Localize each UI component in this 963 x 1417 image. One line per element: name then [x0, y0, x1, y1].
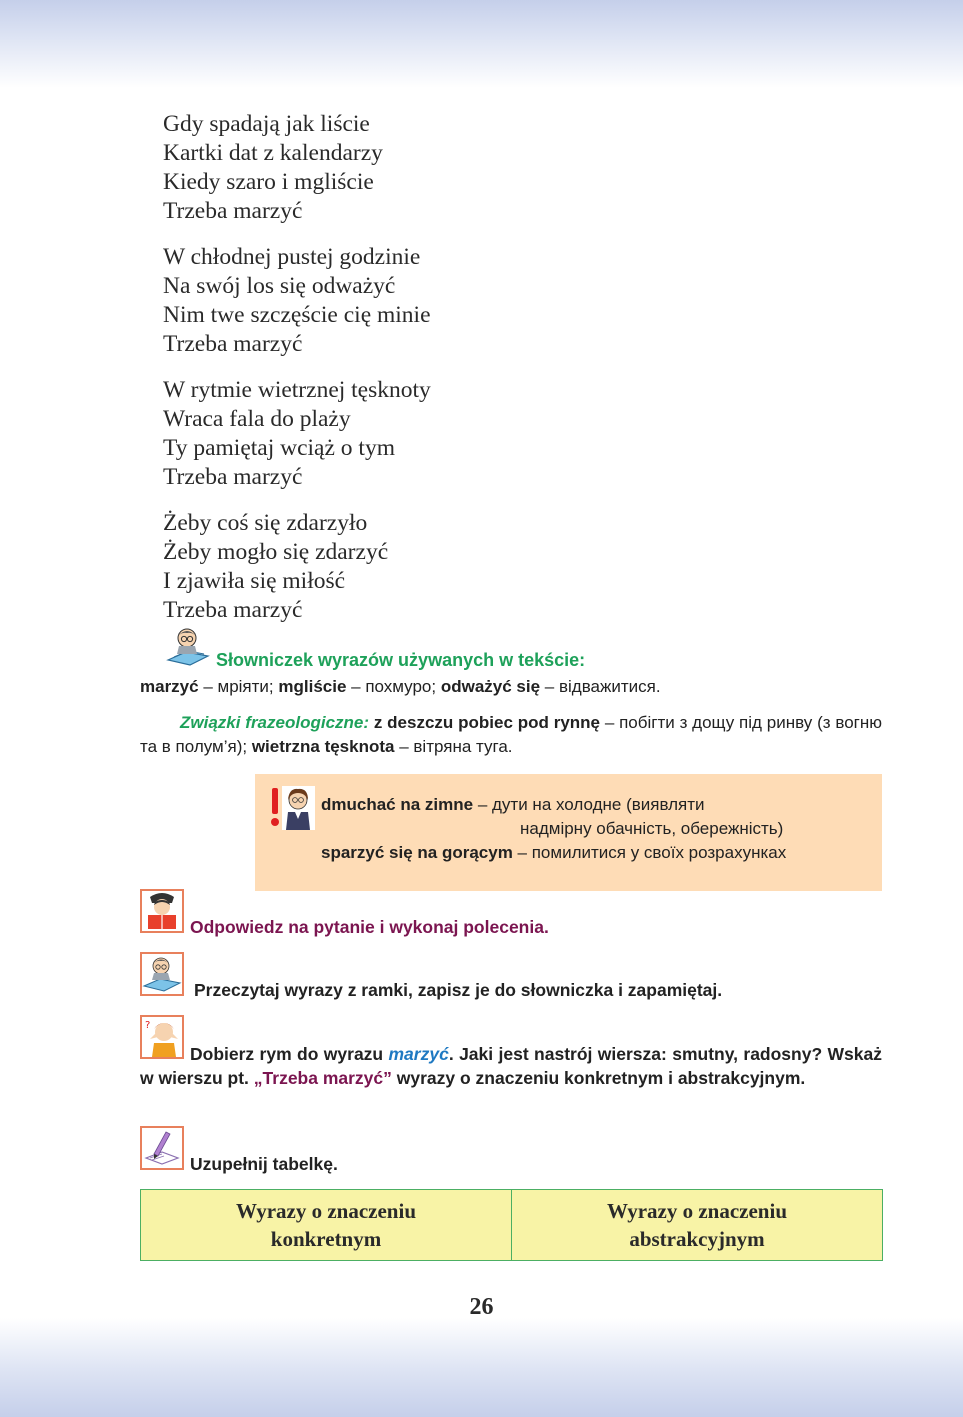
poem-line: Trzeba marzyć: [163, 597, 303, 623]
poem-line: I zjawiła się miłość: [163, 568, 346, 594]
words-table: [140, 1189, 883, 1261]
poem: [163, 110, 431, 642]
poem-stanza: [163, 376, 431, 492]
vocab-translation: – відважитися.: [540, 677, 661, 696]
note-idiom: sparzyć się na gorącym: [321, 843, 513, 862]
phrase-ua: – побігти з дощу під ринву (з вогню та в полум’я);: [140, 713, 882, 756]
vocab-translation: – мріяти;: [198, 677, 279, 696]
note-meaning: – дути на холодне (виявляти: [473, 795, 705, 814]
poem-stanza: [163, 509, 431, 625]
header-band: [0, 0, 963, 88]
table-header-abstract: [511, 1190, 882, 1260]
poem-line: Trzeba marzyć: [163, 464, 303, 490]
vocab-word: mgliście: [278, 677, 347, 696]
task-fill-table: Uzupełnij tabelkę.: [190, 1154, 338, 1174]
poem-line: W chłodnej pustej godzinie: [163, 244, 421, 270]
poem-line: Nim twe szczęście cię minie: [163, 302, 431, 328]
note-box: [255, 774, 882, 891]
exclamation-girl-icon: [269, 786, 315, 830]
reading-student-icon: [140, 952, 184, 996]
vocabulary-heading: Słowniczek wyrazów używanych w tekście:: [216, 650, 586, 670]
table-header-label: Wyrazy o znaczeniu konkretnym: [235, 1199, 417, 1251]
task-rhyme-part: Dobierz rym do wyrazu: [190, 1044, 389, 1064]
vocab-translation: – похмуро;: [346, 677, 441, 696]
phraseology-label: Związki frazeologiczne:: [180, 713, 370, 732]
poem-line: Ty pamiętaj wciąż o tym: [163, 435, 395, 461]
note-meaning: – помилитися у своїх розрахунках: [512, 843, 787, 862]
table-header-label: Wyrazy o znaczeniu abstrakcyjnym: [606, 1199, 788, 1251]
poem-line: Trzeba marzyć: [163, 331, 303, 357]
phrase-pl: wietrzna tęsknota: [251, 737, 395, 756]
note-line: надмірну обачність, обережність): [520, 819, 784, 838]
poem-line: Żeby coś się zdarzyło: [163, 510, 368, 536]
poem-stanza: [163, 110, 431, 226]
task-read-words: Przeczytaj wyrazy z ramki, zapisz je do słowniczka i zapamiętaj.: [194, 980, 723, 1000]
vocab-word: marzyć: [140, 677, 199, 696]
vocabulary-list: [140, 677, 661, 697]
poem-stanza: [163, 243, 431, 359]
poem-line: Na swój los się odważyć: [163, 273, 396, 299]
poem-title: „Trzeba marzyć”: [253, 1068, 392, 1088]
poem-line: Trzeba marzyć: [163, 198, 303, 224]
poem-line: Kiedy szaro i mgliście: [163, 169, 374, 195]
poem-line: Gdy spadają jak liście: [163, 111, 370, 137]
task-answer-question: Odpowiedz na pytanie i wykonaj polecenia.: [190, 917, 549, 937]
writing-pen-icon: [140, 1126, 184, 1170]
poem-line: Wraca fala do plaży: [163, 406, 351, 432]
phrase-pl: z deszczu pobiec pod rynnę: [369, 713, 600, 732]
page-number: 26: [469, 1294, 494, 1320]
answer-question-icon: [140, 889, 184, 933]
note-line: [321, 843, 786, 863]
phraseology-paragraph: [140, 711, 882, 759]
poem-line: W rytmie wietrznej tęsknoty: [163, 377, 431, 403]
note-idiom: dmuchać na zimne: [321, 795, 474, 814]
table-header-concrete: [141, 1190, 511, 1260]
vocab-word: odważyć się: [440, 677, 541, 696]
note-line: [321, 795, 705, 815]
svg-text:?: ?: [145, 1020, 151, 1031]
poem-line: Żeby mogło się zdarzyć: [163, 539, 389, 565]
task-rhyme-word: marzyć: [388, 1044, 449, 1064]
task-rhyme: [140, 1042, 882, 1090]
task-rhyme-part: wyrazy o znaczeniu konkretnym i abstrakcyjnym.: [391, 1068, 806, 1088]
footer-band: [0, 1318, 963, 1417]
phrase-ua: – вітряна туга.: [394, 737, 513, 756]
task-rhyme-part: . Jaki jest nastrój wiersza: smutny, radosny? Wskaż w wierszu pt.: [140, 1044, 882, 1088]
poem-line: Kartki dat z kalendarzy: [163, 140, 383, 166]
reading-student-icon: [166, 626, 210, 666]
